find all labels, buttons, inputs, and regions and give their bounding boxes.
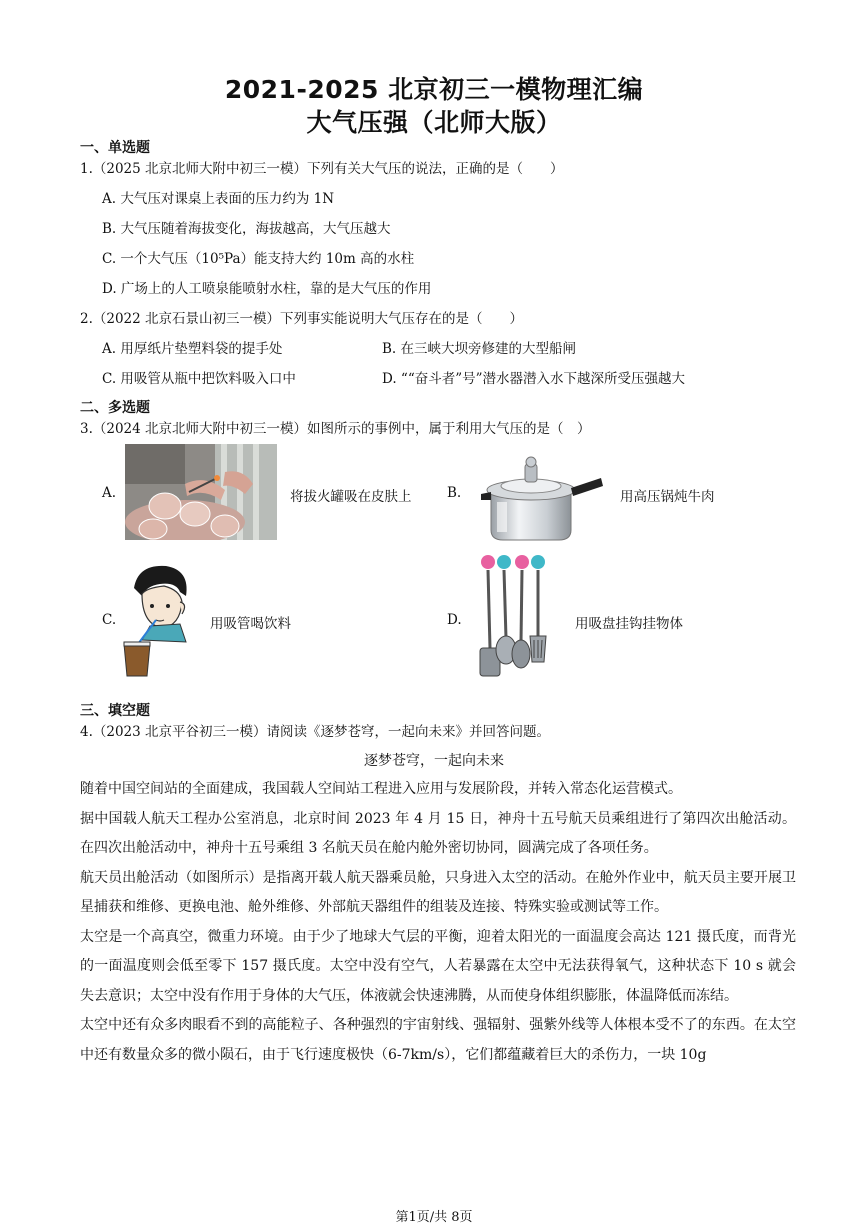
section-heading-multi-choice: 二、多选题 (80, 400, 150, 416)
pressure-cooker-image (475, 450, 605, 542)
page-footer: 第1页/共 8页 (395, 1210, 473, 1225)
question-1-option-b: B. 大气压随着海拔变化，海拔越高，大气压越大 (102, 221, 391, 237)
question-2-option-b: B. 在三峡大坝旁修建的大型船闸 (382, 341, 577, 357)
boy-drinking-straw-image (120, 562, 200, 678)
question-3-option-b-letter: B. (447, 485, 462, 501)
question-3-option-a-text: 将拔火罐吸在皮肤上 (290, 489, 412, 505)
article-paragraph-5: 太空中还有众多肉眼看不到的高能粒子、各种强烈的宇宙射线、强辐射、强紫外线等人体根本受不了的东西。在太空中还有数量众多的微小陨石，由于飞行速度极快（6-7km/s），它们都蕴藏着巨大的杀伤力，一块 10g (80, 1017, 796, 1063)
question-2-stem: 2.（2022 北京石景山初三一模）下列事实能说明大气压存在的是（ ） (80, 311, 524, 327)
question-2-option-c: C. 用吸管从瓶中把饮料吸入口中 (102, 371, 296, 387)
document-subtitle: 大气压强（北师大版） (306, 108, 562, 137)
question-3-option-d-text: 用吸盘挂钩挂物体 (575, 616, 683, 632)
question-1-option-c: C. 一个大气压（10⁵Pa）能支持大约 10m 高的水柱 (102, 251, 415, 267)
section-heading-single-choice: 一、单选题 (80, 140, 150, 156)
cupping-therapy-image (125, 444, 277, 540)
document-title: 2021-2025 北京初三一模物理汇编 (224, 75, 644, 104)
article-paragraph-3: 航天员出舱活动（如图所示）是指离开载人航天器乘员舱，只身进入太空的活动。在舱外作业中，航天员主要开展卫星捕获和维修、更换电池、舱外维修、外部航天器组件的组装及连接、特殊实验或测试等工作。 (80, 869, 796, 915)
question-3-option-a-letter: A. (102, 485, 117, 501)
question-2-option-d: D. ““奋斗者”号”潜水器潜入水下越深所受压强越大 (382, 371, 686, 387)
question-3-option-b-text: 用高压锅炖牛肉 (620, 489, 715, 505)
question-2-option-a: A. 用厚纸片垫塑料袋的提手处 (102, 341, 283, 357)
question-3-stem: 3.（2024 北京北师大附中初三一模）如图所示的事例中，属于利用大气压的是（ ） (80, 421, 591, 437)
article-paragraph-4: 太空是一个高真空，微重力环境。由于少了地球大气层的平衡，迎着太阳光的一面温度会高达 121 摄氏度，而背光的一面温度则会低至零下 157 摄氏度。太空中没有空气，人若暴露在太空中无法获得氧气，这种状态下 10 s 就会失去意识；太空中没有作用于身体的大气压，体液就会快速沸腾，从而使身体组织膨胀，体温降低而冻结。 (80, 928, 796, 1004)
article-paragraph-1: 随着中国空间站的全面建成，我国载人空间站工程进入应用与发展阶段，并转入常态化运营模式。 (80, 781, 682, 797)
section-heading-fill-in: 三、填空题 (80, 703, 150, 719)
question-3-option-c-letter: C. (102, 612, 117, 628)
article-paragraph-2: 据中国载人航天工程办公室消息，北京时间 2023 年 4 月 15 日，神舟十五号航天员乘组进行了第四次出舱活动。在四次出舱活动中，神舟十五号乘组 3 名航天员在舱内舱外密切协同，圆满完成了各项任务。 (80, 810, 796, 856)
article-title: 逐梦苍穹，一起向未来 (364, 753, 504, 769)
question-4-stem: 4.（2023 北京平谷初三一模）请阅读《逐梦苍穹，一起向未来》并回答问题。 (80, 724, 551, 740)
question-3-option-c-text: 用吸管喝饮料 (210, 616, 291, 632)
question-1-stem: 1.（2025 北京北师大附中初三一模）下列有关大气压的说法，正确的是（ ） (80, 161, 564, 177)
question-3-option-d-letter: D. (447, 612, 462, 628)
question-1-option-d: D. 广场上的人工喷泉能喷射水柱，靠的是大气压的作用 (102, 281, 432, 297)
question-1-option-a: A. 大气压对课桌上表面的压力约为 1N (102, 191, 335, 207)
article-body (80, 775, 796, 1070)
suction-hooks-utensils-image (474, 552, 558, 680)
